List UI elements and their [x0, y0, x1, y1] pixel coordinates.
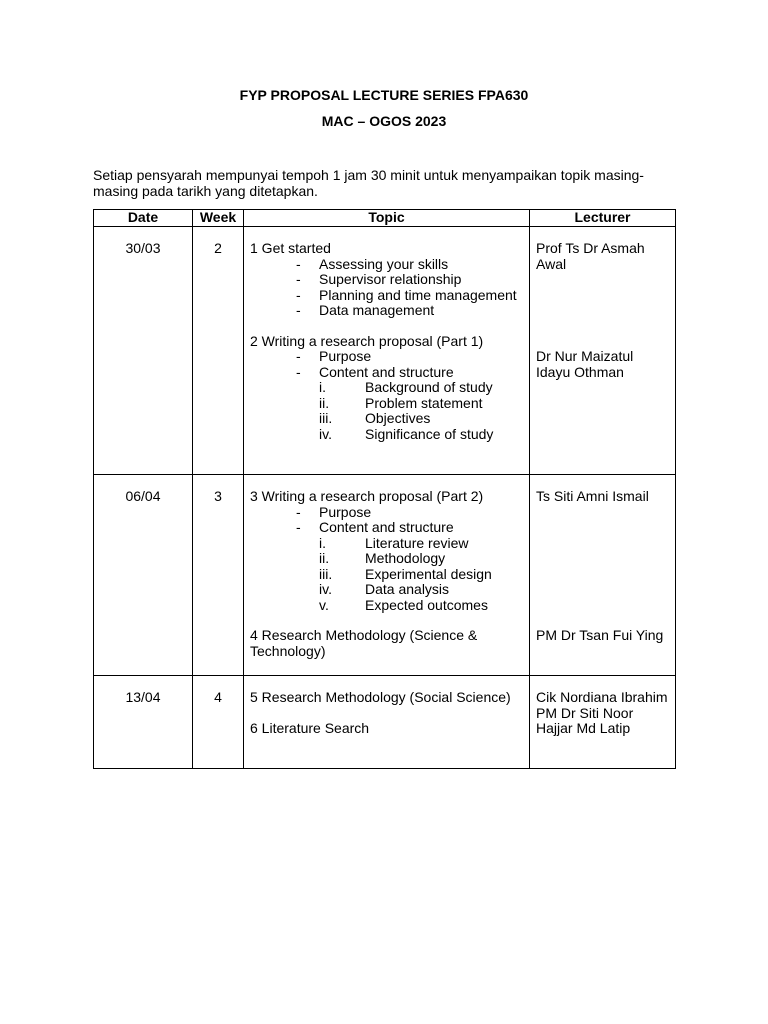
list-item: - Purpose	[296, 348, 372, 364]
list-item: - Supervisor relationship	[296, 271, 462, 287]
sub-list-item: ii. Problem statement	[319, 394, 483, 411]
lecturer-name: PM Dr Tsan Fui Ying	[536, 626, 664, 643]
header-week: Week	[193, 210, 244, 227]
sub-list-item: v. Expected outcomes	[319, 596, 488, 613]
topic-cell	[244, 676, 530, 769]
table-header-row	[94, 210, 676, 227]
schedule-table	[93, 209, 676, 769]
list-item: - Data management	[296, 302, 435, 318]
document-subtitle: MAC – OGOS 2023	[321, 113, 447, 129]
date-cell: 30/03	[94, 227, 193, 475]
header-lecturer: Lecturer	[530, 210, 676, 227]
table-row	[94, 475, 676, 676]
header-date: Date	[94, 210, 193, 227]
date-cell: 06/04	[94, 475, 193, 676]
table-row	[94, 676, 676, 769]
list-item: - Content and structure	[296, 363, 454, 380]
list-item: - Purpose	[296, 503, 372, 520]
sub-list-item: iv. Data analysis	[319, 581, 450, 597]
sub-list-item: iii. Experimental design	[319, 565, 492, 582]
topic-cell	[244, 475, 530, 676]
header-topic: Topic	[244, 210, 530, 227]
lecturer-cell	[530, 475, 676, 676]
table-row	[94, 227, 676, 475]
list-item: - Planning and time management	[296, 286, 517, 303]
week-cell: 3	[193, 475, 244, 676]
week-cell: 4	[193, 676, 244, 769]
intro-paragraph: Setiap pensyarah mempunyai tempoh 1 jam 30 minit untuk menyampaikan topik masing-masing pada tarikh yang ditetapkan.	[93, 167, 644, 199]
lecturer-name: Ts Siti Amni Ismail	[536, 488, 649, 504]
document-title: FYP PROPOSAL LECTURE SERIES FPA630	[239, 87, 529, 103]
topic-heading: 4 Research Methodology (Science & Technology)	[250, 627, 478, 659]
lecturer-name: Cik Nordiana Ibrahim	[536, 689, 668, 705]
sub-list-item: i. Background of study	[319, 379, 493, 395]
topic-heading: 5 Research Methodology (Social Science)	[250, 689, 511, 705]
lecturer-name: PM Dr Siti Noor Hajjar Md Latip	[536, 704, 634, 736]
lecturer-cell	[530, 676, 676, 769]
lecturer-name: Prof Ts Dr Asmah Awal	[536, 240, 645, 272]
list-item: - Content and structure	[296, 519, 454, 535]
lecturer-cell	[530, 227, 676, 475]
topic-cell	[244, 227, 530, 475]
topic-heading: 1 Get started	[250, 240, 331, 256]
list-item: - Assessing your skills	[296, 255, 449, 272]
sub-list-item: iii. Objectives	[319, 410, 431, 426]
week-cell: 2	[193, 227, 244, 475]
sub-list-item: i. Literature review	[319, 534, 469, 551]
date-cell: 13/04	[94, 676, 193, 769]
topic-heading: 2 Writing a research proposal (Part 1)	[250, 332, 484, 349]
lecturer-name: Dr Nur Maizatul Idayu Othman	[536, 348, 634, 380]
sub-list-item: ii. Methodology	[319, 550, 446, 566]
topic-heading: 6 Literature Search	[250, 719, 370, 736]
topic-heading: 3 Writing a research proposal (Part 2)	[250, 488, 484, 504]
sub-list-item: iv. Significance of study	[319, 425, 494, 442]
